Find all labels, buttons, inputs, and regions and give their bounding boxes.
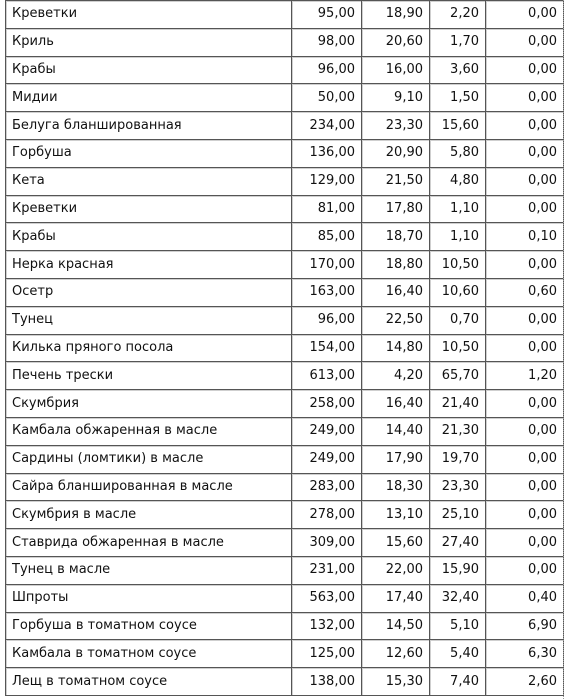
carbs-cell: 6,30 — [486, 640, 564, 668]
carbs-cell: 0,00 — [486, 335, 564, 363]
table-row — [6, 112, 564, 140]
protein-cell: 16,40 — [362, 279, 430, 307]
protein-cell: 17,90 — [362, 446, 430, 474]
fat-cell: 2,20 — [430, 1, 486, 29]
nutrition-table — [5, 0, 564, 696]
calories-cell: 249,00 — [292, 418, 362, 446]
table-row — [6, 529, 564, 557]
calories-cell: 132,00 — [292, 613, 362, 641]
protein-cell: 15,30 — [362, 668, 430, 696]
fat-cell: 65,70 — [430, 362, 486, 390]
calories-cell: 231,00 — [292, 557, 362, 585]
protein-cell: 18,80 — [362, 251, 430, 279]
table-row — [6, 140, 564, 168]
table-row — [6, 279, 564, 307]
product-name: Камбала обжаренная в масле — [6, 418, 292, 446]
calories-cell: 283,00 — [292, 474, 362, 502]
fat-cell: 10,60 — [430, 279, 486, 307]
product-name: Осетр — [6, 279, 292, 307]
calories-cell: 85,00 — [292, 223, 362, 251]
fat-cell: 10,50 — [430, 251, 486, 279]
protein-cell: 9,10 — [362, 84, 430, 112]
table-row — [6, 223, 564, 251]
carbs-cell: 0,00 — [486, 557, 564, 585]
carbs-cell: 0,00 — [486, 307, 564, 335]
protein-cell: 15,60 — [362, 529, 430, 557]
fat-cell: 7,40 — [430, 668, 486, 696]
protein-cell: 16,40 — [362, 390, 430, 418]
calories-cell: 81,00 — [292, 196, 362, 224]
table-row — [6, 668, 564, 696]
calories-cell: 98,00 — [292, 29, 362, 57]
carbs-cell: 0,60 — [486, 279, 564, 307]
protein-cell: 22,00 — [362, 557, 430, 585]
table-row — [6, 335, 564, 363]
fat-cell: 0,70 — [430, 307, 486, 335]
fat-cell: 25,10 — [430, 501, 486, 529]
protein-cell: 14,40 — [362, 418, 430, 446]
product-name: Сайра бланшированная в масле — [6, 474, 292, 502]
table-row — [6, 557, 564, 585]
calories-cell: 170,00 — [292, 251, 362, 279]
product-name: Кета — [6, 168, 292, 196]
protein-cell: 16,00 — [362, 57, 430, 85]
table-row — [6, 307, 564, 335]
product-name: Креветки — [6, 196, 292, 224]
protein-cell: 18,70 — [362, 223, 430, 251]
protein-cell: 20,60 — [362, 29, 430, 57]
calories-cell: 50,00 — [292, 84, 362, 112]
carbs-cell: 0,00 — [486, 446, 564, 474]
fat-cell: 4,80 — [430, 168, 486, 196]
protein-cell: 13,10 — [362, 501, 430, 529]
calories-cell: 258,00 — [292, 390, 362, 418]
carbs-cell: 0,00 — [486, 474, 564, 502]
carbs-cell: 0,00 — [486, 418, 564, 446]
carbs-cell: 0,10 — [486, 223, 564, 251]
table-row — [6, 29, 564, 57]
page-edge-divider — [563, 0, 564, 699]
calories-cell: 96,00 — [292, 307, 362, 335]
calories-cell: 163,00 — [292, 279, 362, 307]
product-name: Горбуша — [6, 140, 292, 168]
product-name: Крабы — [6, 223, 292, 251]
carbs-cell: 0,00 — [486, 168, 564, 196]
carbs-cell: 0,00 — [486, 196, 564, 224]
carbs-cell: 0,00 — [486, 251, 564, 279]
fat-cell: 5,80 — [430, 140, 486, 168]
table-row — [6, 418, 564, 446]
carbs-cell: 0,00 — [486, 57, 564, 85]
calories-cell: 125,00 — [292, 640, 362, 668]
fat-cell: 27,40 — [430, 529, 486, 557]
fat-cell: 21,40 — [430, 390, 486, 418]
fat-cell: 15,90 — [430, 557, 486, 585]
fat-cell: 15,60 — [430, 112, 486, 140]
protein-cell: 18,90 — [362, 1, 430, 29]
carbs-cell: 0,00 — [486, 84, 564, 112]
product-name: Горбуша в томатном соусе — [6, 613, 292, 641]
table-row — [6, 57, 564, 85]
table-row — [6, 196, 564, 224]
protein-cell: 18,30 — [362, 474, 430, 502]
calories-cell: 154,00 — [292, 335, 362, 363]
product-name: Скумбрия в масле — [6, 501, 292, 529]
carbs-cell: 0,00 — [486, 112, 564, 140]
product-name: Скумбрия — [6, 390, 292, 418]
protein-cell: 22,50 — [362, 307, 430, 335]
fat-cell: 19,70 — [430, 446, 486, 474]
product-name: Нерка красная — [6, 251, 292, 279]
product-name: Сардины (ломтики) в масле — [6, 446, 292, 474]
calories-cell: 309,00 — [292, 529, 362, 557]
product-name: Тунец — [6, 307, 292, 335]
fat-cell: 21,30 — [430, 418, 486, 446]
nutrition-table-body — [6, 1, 564, 696]
calories-cell: 136,00 — [292, 140, 362, 168]
product-name: Лещ в томатном соусе — [6, 668, 292, 696]
calories-cell: 96,00 — [292, 57, 362, 85]
fat-cell: 5,10 — [430, 613, 486, 641]
carbs-cell: 0,00 — [486, 29, 564, 57]
carbs-cell: 6,90 — [486, 613, 564, 641]
product-name: Шпроты — [6, 585, 292, 613]
table-row — [6, 362, 564, 390]
protein-cell: 17,80 — [362, 196, 430, 224]
calories-cell: 249,00 — [292, 446, 362, 474]
carbs-cell: 0,00 — [486, 529, 564, 557]
protein-cell: 14,50 — [362, 613, 430, 641]
table-row — [6, 585, 564, 613]
product-name: Крабы — [6, 57, 292, 85]
protein-cell: 12,60 — [362, 640, 430, 668]
table-row — [6, 474, 564, 502]
protein-cell: 4,20 — [362, 362, 430, 390]
table-row — [6, 640, 564, 668]
calories-cell: 234,00 — [292, 112, 362, 140]
product-name: Камбала в томатном соусе — [6, 640, 292, 668]
table-row — [6, 251, 564, 279]
carbs-cell: 1,20 — [486, 362, 564, 390]
product-name: Печень трески — [6, 362, 292, 390]
fat-cell: 1,50 — [430, 84, 486, 112]
table-row — [6, 390, 564, 418]
fat-cell: 5,40 — [430, 640, 486, 668]
calories-cell: 278,00 — [292, 501, 362, 529]
fat-cell: 1,70 — [430, 29, 486, 57]
fat-cell: 10,50 — [430, 335, 486, 363]
carbs-cell: 0,00 — [486, 390, 564, 418]
protein-cell: 21,50 — [362, 168, 430, 196]
protein-cell: 23,30 — [362, 112, 430, 140]
product-name: Ставрида обжаренная в масле — [6, 529, 292, 557]
calories-cell: 613,00 — [292, 362, 362, 390]
calories-cell: 138,00 — [292, 668, 362, 696]
carbs-cell: 0,40 — [486, 585, 564, 613]
carbs-cell: 2,60 — [486, 668, 564, 696]
carbs-cell: 0,00 — [486, 140, 564, 168]
protein-cell: 17,40 — [362, 585, 430, 613]
protein-cell: 20,90 — [362, 140, 430, 168]
product-name: Мидии — [6, 84, 292, 112]
calories-cell: 95,00 — [292, 1, 362, 29]
table-row — [6, 501, 564, 529]
table-row — [6, 1, 564, 29]
table-row — [6, 168, 564, 196]
fat-cell: 1,10 — [430, 223, 486, 251]
product-name: Килька пряного посола — [6, 335, 292, 363]
table-row — [6, 84, 564, 112]
product-name: Белуга бланшированная — [6, 112, 292, 140]
fat-cell: 23,30 — [430, 474, 486, 502]
fat-cell: 3,60 — [430, 57, 486, 85]
carbs-cell: 0,00 — [486, 1, 564, 29]
carbs-cell: 0,00 — [486, 501, 564, 529]
fat-cell: 32,40 — [430, 585, 486, 613]
fat-cell: 1,10 — [430, 196, 486, 224]
calories-cell: 129,00 — [292, 168, 362, 196]
table-row — [6, 613, 564, 641]
calories-cell: 563,00 — [292, 585, 362, 613]
product-name: Криль — [6, 29, 292, 57]
protein-cell: 14,80 — [362, 335, 430, 363]
product-name: Креветки — [6, 1, 292, 29]
product-name: Тунец в масле — [6, 557, 292, 585]
table-row — [6, 446, 564, 474]
